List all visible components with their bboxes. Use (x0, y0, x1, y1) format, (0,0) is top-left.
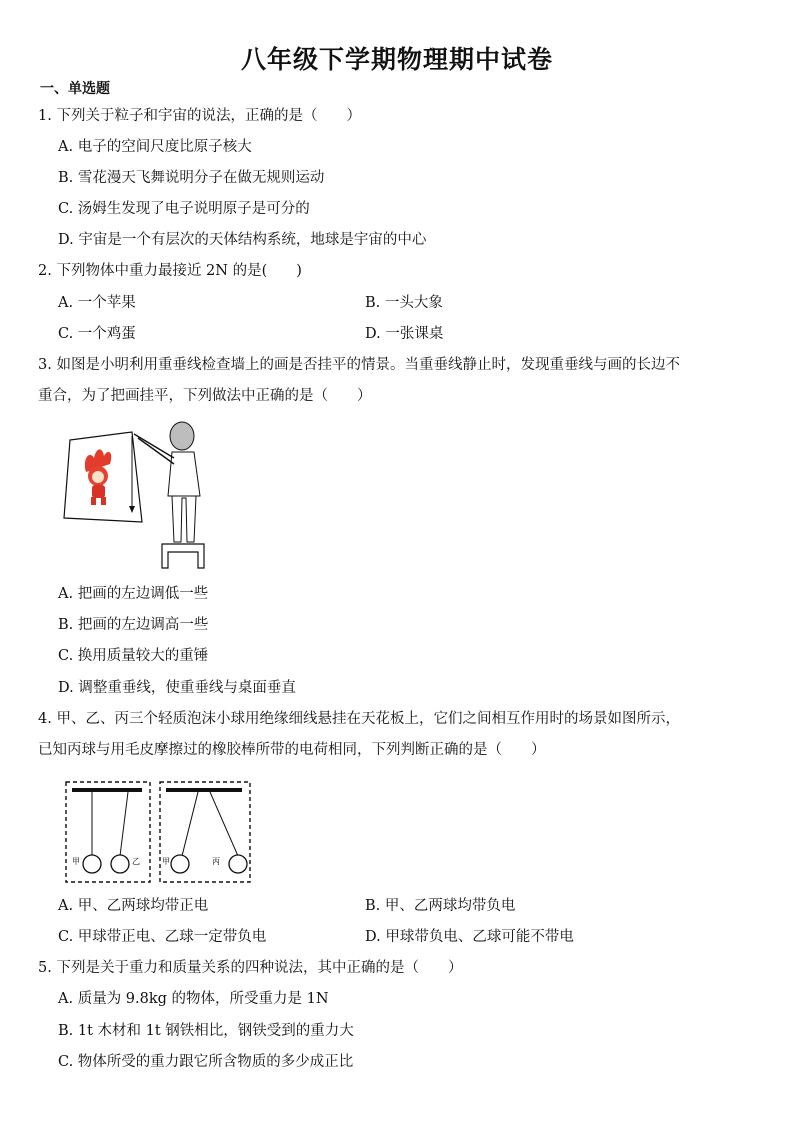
question-4-option-c[interactable]: C. 甲球带正电、乙球一定带负电 (58, 929, 267, 945)
question-2-option-a[interactable]: A. 一个苹果 (58, 295, 136, 311)
question-3-stem-line2: 重合，为了把画挂平，下列做法中正确的是（ ） (38, 388, 372, 404)
figure-label-jia-1: 甲 (72, 857, 80, 866)
figure-label-jia-2: 甲 (162, 857, 170, 866)
figure-label-bing: 丙 (212, 857, 220, 866)
question-1-option-a[interactable]: A. 电子的空间尺度比原子核大 (58, 139, 252, 155)
question-5-stem: 5. 下列是关于重力和质量关系的四种说法，其中正确的是（ ） (38, 960, 463, 976)
question-2-stem: 2. 下列物体中重力最接近 2N 的是( ) (38, 263, 302, 279)
question-4-stem-line1: 4. 甲、乙、丙三个轻质泡沫小球用绝缘细线悬挂在天花板上，它们之间相互作用时的场景如图所示， (38, 711, 680, 727)
question-1-option-b[interactable]: B. 雪花漫天飞舞说明分子在做无规则运动 (58, 170, 325, 186)
question-5-option-b[interactable]: B. 1t 木材和 1t 钢铁相比，钢铁受到的重力大 (58, 1023, 354, 1039)
plumb-line-figure (60, 418, 220, 578)
question-2-option-c[interactable]: C. 一个鸡蛋 (58, 326, 136, 342)
question-3-option-d[interactable]: D. 调整重垂线，使重垂线与桌面垂直 (58, 680, 296, 696)
question-5-option-c[interactable]: C. 物体所受的重力跟它所含物质的多少成正比 (58, 1054, 354, 1070)
question-2-option-d[interactable]: D. 一张课桌 (365, 326, 444, 342)
question-3-option-a[interactable]: A. 把画的左边调低一些 (58, 586, 209, 602)
question-1-option-d[interactable]: D. 宇宙是一个有层次的天体结构系统，地球是宇宙的中心 (58, 232, 427, 248)
question-4-stem-line2: 已知丙球与用毛皮摩擦过的橡胶棒所带的电荷相同，下列判断正确的是（ ） (38, 742, 546, 758)
section-heading: 一、单选题 (40, 81, 110, 97)
page-title: 八年级下学期物理期中试卷 (240, 45, 553, 74)
figure-label-yi: 乙 (132, 857, 140, 866)
question-4-option-b[interactable]: B. 甲、乙两球均带负电 (365, 898, 516, 914)
question-3-stem-line1: 3. 如图是小明利用重垂线检查墙上的画是否挂平的情景。当重垂线静止时，发现重垂线与画的长边不 (38, 357, 680, 373)
question-4-option-a[interactable]: A. 甲、乙两球均带正电 (58, 898, 209, 914)
question-4-option-d[interactable]: D. 甲球带负电、乙球可能不带电 (365, 929, 574, 945)
question-3-option-c[interactable]: C. 换用质量较大的重锤 (58, 648, 209, 664)
hanging-balls-figure (62, 778, 254, 886)
question-2-option-b[interactable]: B. 一头大象 (365, 295, 443, 311)
question-1-stem: 1. 下列关于粒子和宇宙的说法，正确的是（ ） (38, 108, 361, 124)
question-5-option-a[interactable]: A. 质量为 9.8kg 的物体，所受重力是 1N (58, 991, 329, 1007)
question-3-option-b[interactable]: B. 把画的左边调高一些 (58, 617, 209, 633)
question-1-option-c[interactable]: C. 汤姆生发现了电子说明原子是可分的 (58, 201, 310, 217)
